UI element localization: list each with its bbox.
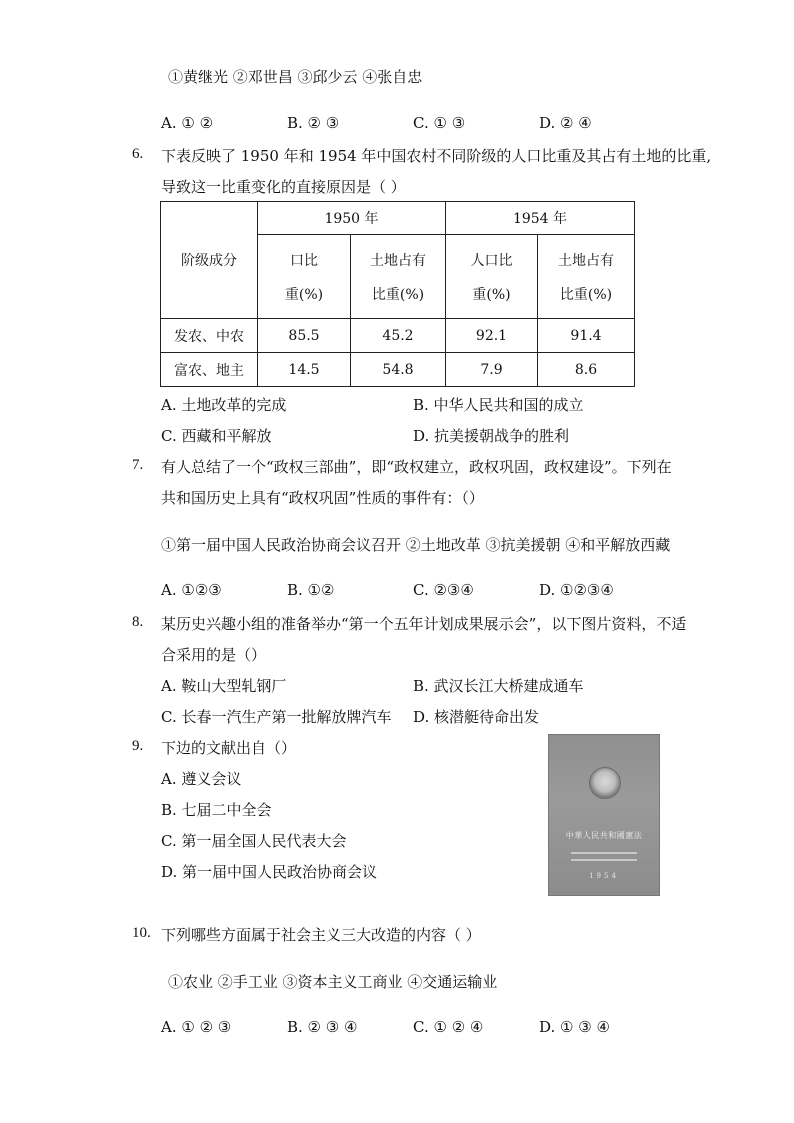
q7-option-b: B. ①② — [287, 581, 335, 599]
table-header-class: 阶级成分 — [161, 202, 258, 319]
q6-stem-line2: 导致这一比重变化的直接原因是（ ） — [161, 178, 406, 196]
q10-option-a: A. ① ② ③ — [161, 1018, 232, 1036]
table-cell: 91.4 — [538, 319, 635, 353]
table-cell: 45.2 — [351, 319, 446, 353]
q6-option-a: A. 土地改革的完成 — [161, 396, 287, 414]
q7-option-c: C. ②③④ — [413, 581, 474, 599]
q7-option-a: A. ①②③ — [161, 581, 222, 599]
table-row — [161, 319, 635, 353]
q8-option-d: D. 核潜艇待命出发 — [413, 708, 540, 726]
table-cell: 7.9 — [446, 353, 538, 387]
q9-stem: 下边的文献出自（） — [161, 739, 297, 757]
q10-items: ①农业 ②手工业 ③资本主义工商业 ④交通运输业 — [168, 973, 498, 991]
table-subheader-1950-land: 土地占有 比重(%) — [351, 235, 446, 319]
table-cell: 85.5 — [258, 319, 351, 353]
q8-stem-line1: 某历史兴趣小组的准备举办“第一个五年计划成果展示会”，以下图片资料，不适 — [161, 615, 687, 633]
constitution-photo — [548, 734, 660, 896]
q8-number: 8. — [132, 614, 144, 630]
table-cell: 92.1 — [446, 319, 538, 353]
table-cell: 54.8 — [351, 353, 446, 387]
q10-options — [161, 1018, 681, 1038]
table-subheader-1950-pop: 口比 重(%) — [258, 235, 351, 319]
q7-stem-line1: 有人总结了一个“政权三部曲”，即“政权建立，政权巩固，政权建设”。下列在 — [161, 458, 672, 476]
photo-year: 1954 — [589, 872, 619, 880]
q10-option-b: B. ② ③ ④ — [287, 1018, 358, 1036]
q6-option-c: C. 西藏和平解放 — [161, 427, 272, 445]
photo-line — [571, 852, 637, 854]
table-header-1954: 1954 年 — [446, 202, 635, 235]
table-subheader-1954-land: 土地占有 比重(%) — [538, 235, 635, 319]
q5-option-d: D. ② ④ — [539, 114, 592, 132]
q5-options — [161, 114, 681, 134]
q9-option-b: B. 七届二中全会 — [161, 801, 272, 819]
q10-stem: 下列哪些方面属于社会主义三大改造的内容（ ） — [161, 926, 481, 944]
q6-option-b: B. 中华人民共和国的成立 — [413, 396, 584, 414]
photo-title: 中華人民共和國憲法 — [565, 831, 643, 840]
q9-number: 9. — [132, 738, 144, 754]
q5-option-c: C. ① ③ — [413, 114, 466, 132]
q9-option-c: C. 第一届全国人民代表大会 — [161, 832, 347, 850]
q8-option-c: C. 长春一汽生产第一批解放牌汽车 — [161, 708, 392, 726]
q10-option-c: C. ① ② ④ — [413, 1018, 484, 1036]
q10-number: 10. — [132, 925, 151, 941]
q8-stem-line2: 合采用的是（） — [161, 646, 267, 664]
q8-option-a: A. 鞍山大型轧钢厂 — [161, 677, 287, 695]
q7-options — [161, 581, 681, 601]
table-cell: 14.5 — [258, 353, 351, 387]
q7-stem-line2: 共和国历史上具有“政权巩固”性质的事件有：（） — [161, 489, 484, 507]
q9-option-a: A. 遵义会议 — [161, 770, 242, 788]
q7-items: ①第一届中国人民政治协商会议召开 ②土地改革 ③抗美援朝 ④和平解放西藏 — [161, 536, 671, 554]
q8-option-b: B. 武汉长江大桥建成通车 — [413, 677, 584, 695]
q10-option-d: D. ① ③ ④ — [539, 1018, 610, 1036]
q6-option-d: D. 抗美援朝战争的胜利 — [413, 427, 570, 445]
q5-items: ①黄继光 ②邓世昌 ③邱少云 ④张自忠 — [168, 68, 423, 86]
q6-number: 6. — [132, 146, 144, 162]
q7-number: 7. — [132, 457, 144, 473]
photo-line — [571, 859, 637, 861]
q9-option-d: D. 第一届中国人民政治协商会议 — [161, 863, 378, 881]
q5-option-a: A. ① ② — [161, 114, 214, 132]
table-header-1950: 1950 年 — [258, 202, 446, 235]
table-subheader-1954-pop: 人口比 重(%) — [446, 235, 538, 319]
table-cell: 富农、地主 — [161, 353, 258, 387]
national-emblem-icon — [589, 767, 621, 799]
table-cell: 8.6 — [538, 353, 635, 387]
q6-table — [160, 201, 635, 387]
table-cell: 发农、中农 — [161, 319, 258, 353]
q5-option-b: B. ② ③ — [287, 114, 340, 132]
q6-stem-line1: 下表反映了 1950 年和 1954 年中国农村不同阶级的人口比重及其占有土地的比重, — [161, 147, 712, 165]
table-row — [161, 353, 635, 387]
q7-option-d: D. ①②③④ — [539, 581, 614, 599]
